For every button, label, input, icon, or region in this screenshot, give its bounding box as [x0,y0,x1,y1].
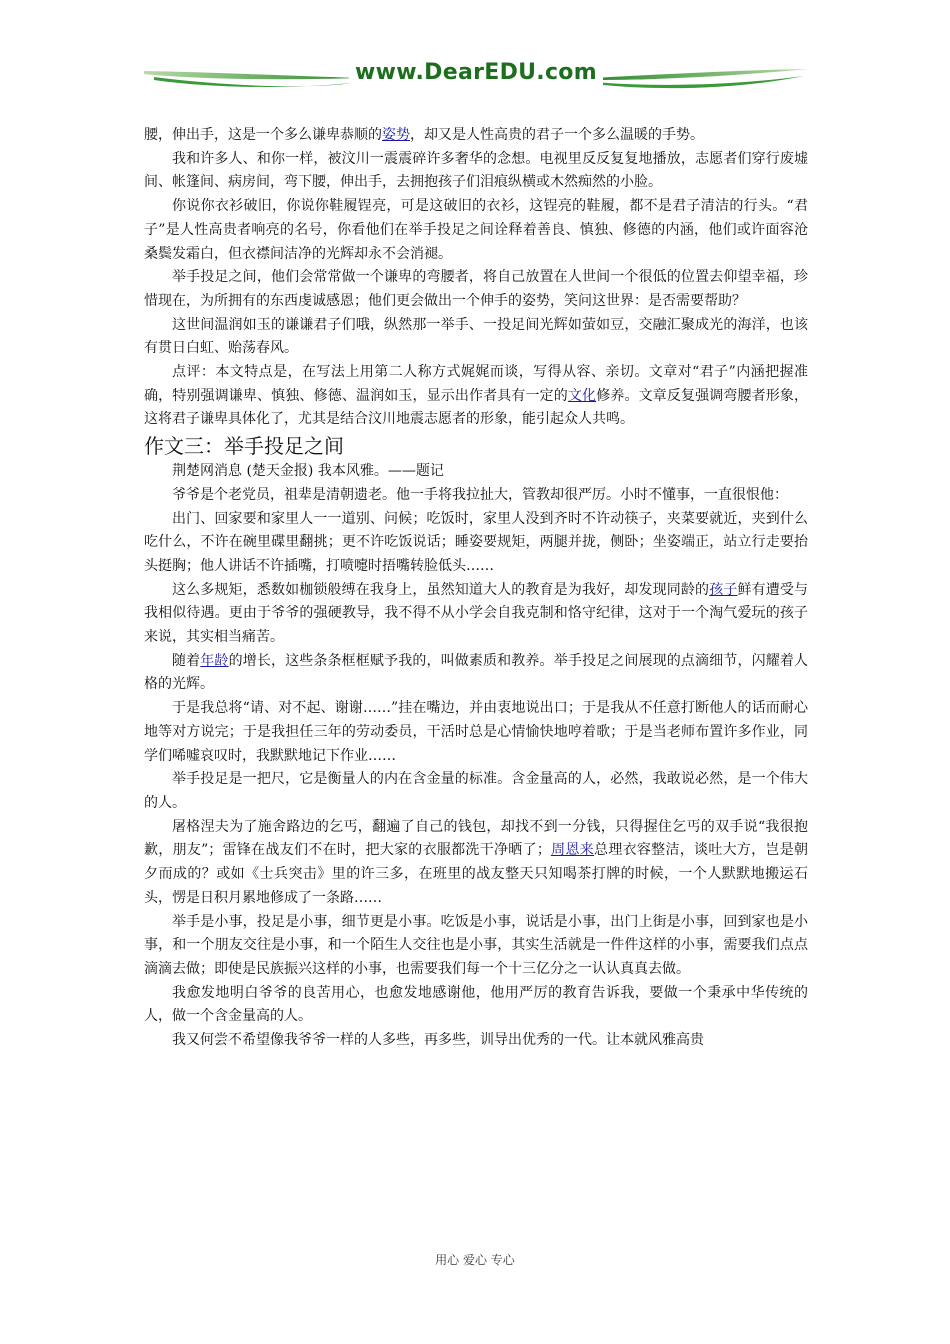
site-header-banner [144,58,808,98]
text-run: 屠格涅夫为了施舍路边的乞丐，翻遍了自己的钱包，却找不到一分钱，只得握住乞丐的双手说“我很抱歉，朋友”；雷锋在战友们不在时，把大家的衣服都洗干净晒了； [144,818,808,859]
paragraph: 出门、回家要和家里人一一道别、问候；吃饭时，家里人没到齐时不许动筷子，夹菜要就近，夹到什么吃什么，不许在碗里碟里翻挑；更不许吃饭说话；睡姿要规矩，两腿并拢，侧卧；坐姿端正，站立行走要抬头挺胸；他人讲话不许插嘴，打喷嚏时捂嘴转脸低头…… [144,510,808,574]
text-run: 修养。文章反复强调弯腰者形象，这将君子谦卑具体化了，尤其是结合汶川地震志愿者的形象，能引起众人共鸣。 [144,387,809,428]
article-body [144,124,808,1053]
link-children[interactable]: 孩子 [709,581,738,598]
paragraph: 举手是小事，投足是小事，细节更是小事。吃饭是小事，说话是小事，出门上街是小事，回到家也是小事，和一个朋友交往是小事，和一个陌生人交往也是小事，其实生活就是一件件这样的小事，需要我们点点滴滴去做；即使是民族振兴这样的小事，也需要我们每一个十三亿分之一认认真真去做。 [144,913,808,977]
paragraph: 你说你衣衫破旧，你说你鞋履锃亮，可是这破旧的衣衫，这锃亮的鞋履，都不是君子清洁的行头。“君子”是人性高贵者响亮的名号，你看他们在举手投足之间诠释着善良、慎独、修德的内涵，他们或许面容沧桑鬓发霜白，但衣襟间洁净的光辉却永不会消褪。 [144,198,808,262]
text-run: 随着 [172,652,201,669]
page-footer: 用心 爱心 专心 [435,1253,515,1267]
paragraph [144,579,808,650]
text-run: 总理衣容整洁，谈吐大方，岂是朝夕而成的？或如《士兵突击》里的许三多，在班里的战友整天只知喝茶打牌的时候，一个人默默地搬运石头，愣是日积月累地修成了一条路…… [144,842,809,906]
paragraph [144,816,808,911]
link-zhou-enlai[interactable]: 周恩来 [550,842,595,859]
link-culture[interactable]: 文化 [567,387,597,404]
paragraph: 举手投足之间，他们会常常做一个谦卑的弯腰者，将自己放置在人世间一个很低的位置去仰望幸福，珍惜现在，为所拥有的东西虔诚感恩；他们更会做出一个伸手的姿势，笑问这世界：是否需要帮助？ [144,269,808,309]
text-run: ，却又是人性高贵的君子一个多么温暖的手势。 [410,127,704,143]
paragraph [144,124,808,148]
paragraph: 爷爷是个老党员，祖辈是清朝遗老。他一手将我拉扯大，管教却很严厉。小时不懂事，一直很恨他： [172,486,788,503]
text-run: 点评：本文特点是，在写法上用第二人称方式娓娓而谈，写得从容、亲切。文章对“君子”内涵把握准确，特别强调谦卑、慎独、修德、温润如玉，显示出作者具有一定的 [144,364,808,404]
text-run: 这么多规矩，悉数如枷锁般缚在我身上，虽然知道大人的教育是为我好，却发现同龄的 [172,581,710,598]
paragraph: 这世间温润如玉的谦谦君子们哦，纵然那一举手、一投足间光辉如萤如豆，交融汇聚成光的海洋，也该有贯日白虹、贻荡春风。 [144,316,808,357]
text-run: 鲜有遭受与我相似待遇。更由于爷爷的强硬教导，我不得不从小学会自我克制和恪守纪律，这对于一个淘气爱玩的孩子来说，其实相当痛苦。 [144,581,809,646]
paragraph: 我愈发地明白爷爷的良苦用心，也愈发地感谢他，他用严厉的教育告诉我，要做一个秉承中华传统的人，做一个含金量高的人。 [144,984,808,1025]
text-run: 腰，伸出手，这是一个多么谦卑恭顺的 [144,127,382,143]
paragraph: 我和许多人、和你一样，被汶川一震震碎许多奢华的念想。电视里反反复复地播放，志愿者们穿行废墟间、帐篷间、病房间，弯下腰，伸出手，去拥抱孩子们泪痕纵横或木然痴然的小脸。 [144,150,808,191]
link-age[interactable]: 年龄 [200,652,229,669]
section-heading: 作文三：举手投足之间 [144,434,344,459]
epigraph: 荆楚网消息 (楚天金报) 我本风雅。——题记 [172,463,444,480]
text-run: 的增长，这些条条框框赋予我的，叫做素质和教养。举手投足之间展现的点滴细节，闪耀着人格的光辉。 [144,652,809,693]
link-posture[interactable]: 姿势 [382,127,410,143]
paragraph: 于是我总将“请、对不起、谢谢……”挂在嘴边，并由衷地说出口；于是我从不任意打断他人的话而耐心地等对方说完；于是我担任三年的劳动委员，干活时总是心情愉快地哼着歌；于是当老师布置许多作业，同学们唏嘘哀叹时，我默默地记下作业…… [144,700,808,764]
commentary-paragraph [144,361,808,432]
paragraph: 我又何尝不希望像我爷爷一样的人多些，再多些，训导出优秀的一代。让本就风雅高贵 [172,1032,704,1049]
paragraph [144,650,808,697]
site-url-logo: www.DearEDU.com [349,60,603,85]
paragraph: 举手投足是一把尺，它是衡量人的内在含金量的标准。含金量高的人，必然，我敢说必然，是一个伟大的人。 [144,771,808,811]
